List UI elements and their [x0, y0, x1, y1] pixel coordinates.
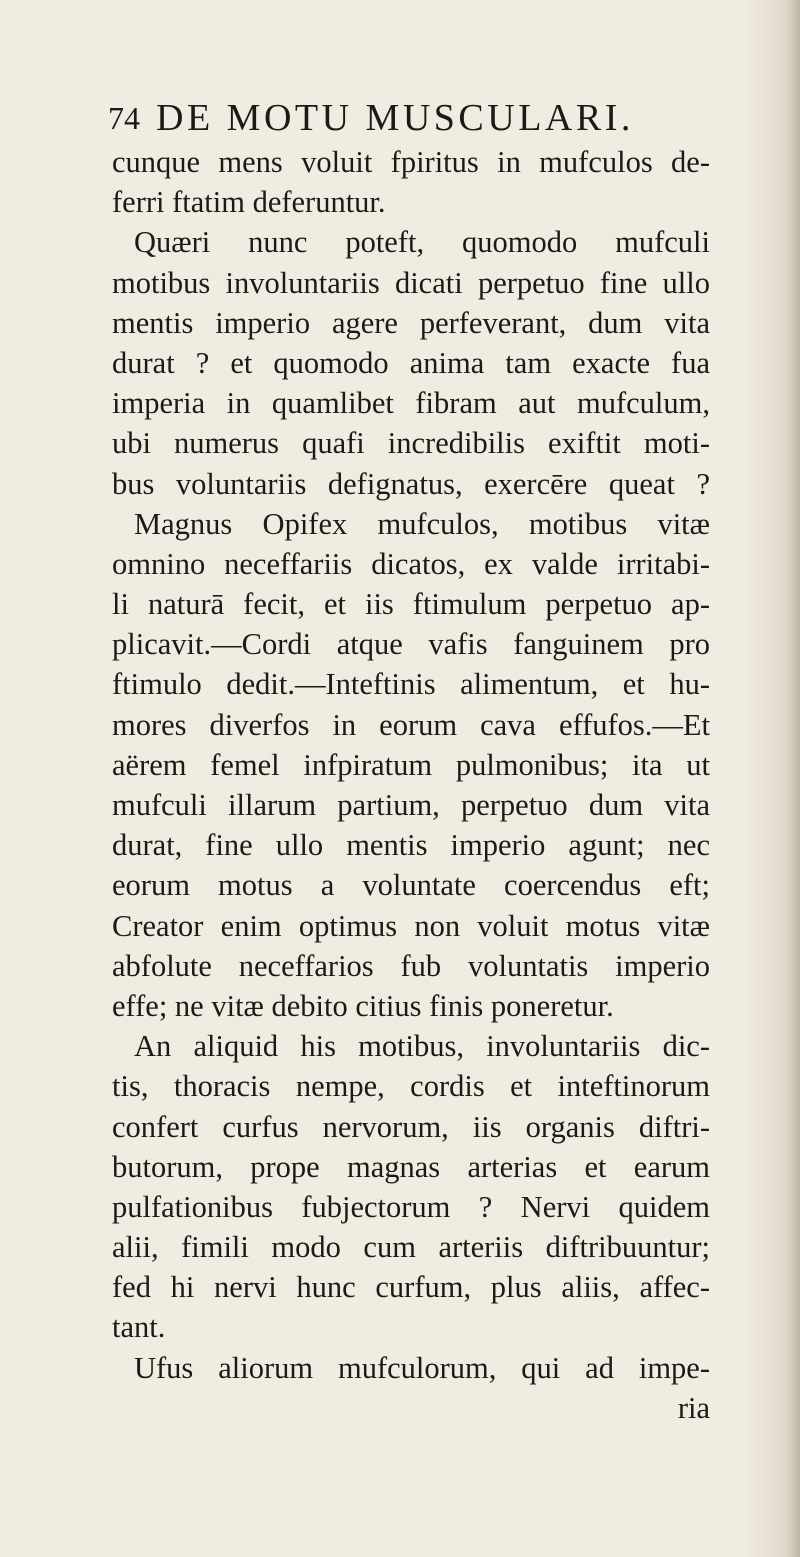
text-line: effe; ne vitæ debito citius finis poneretur. [112, 988, 614, 1023]
text-line: mentis imperio agere perfeverant, dum vita [112, 305, 710, 340]
text-line: ferri ftatim deferuntur. [112, 185, 386, 220]
text-line: durat ? et quomodo anima tam exacte fua [112, 345, 710, 380]
text-line: ftimulo dedit.—Inteftinis alimentum, et hu- [112, 667, 710, 702]
text-line: cunque mens voluit fpiritus in mufculos de- [112, 145, 710, 179]
text-line: tis, thoracis nempe, cordis et inteftinorum [112, 1069, 710, 1104]
text-line: motibus involuntariis dicati perpetuo fine ullo [112, 265, 710, 300]
text-line: butorum, prope magnas arterias et earum [112, 1149, 710, 1184]
text-line: Creator enim optimus non voluit motus vitæ [112, 908, 710, 943]
text-line: mufculi illarum partium, perpetuo dum vita [112, 788, 710, 822]
text-line: Quæri nunc poteft, quomodo mufculi [134, 225, 710, 260]
page-edge-shadow [786, 0, 800, 1557]
text-line: confert curfus nervorum, iis organis diftri- [112, 1109, 710, 1144]
page-header [108, 96, 708, 142]
text-line: alii, fimili modo cum arteriis diftribuuntur; [112, 1230, 710, 1265]
text-line: pulfationibus fubjectorum ? Nervi quidem [112, 1189, 710, 1224]
text-line: bus voluntariis defignatus, exercēre queat ? [112, 466, 710, 501]
body-text [112, 142, 710, 1428]
text-line: An aliquid his motibus, involuntariis dic- [134, 1029, 710, 1064]
running-head: DE MOTU MUSCULARI. [156, 97, 634, 139]
text-line: tant. [112, 1310, 166, 1345]
text-line: aërem femel infpiratum pulmonibus; ita ut [112, 747, 710, 782]
text-line: imperia in quamlibet fibram aut mufculum, [112, 386, 710, 421]
text-line: Magnus Opifex mufculos, motibus vitæ [134, 506, 710, 541]
text-line: fed hi nervi hunc curfum, plus aliis, affec- [112, 1270, 710, 1305]
text-line: durat, fine ullo mentis imperio agunt; nec [112, 828, 710, 863]
text-line: plicavit.—Cordi atque vafis fanguinem pro [112, 627, 710, 662]
catchword: ria [677, 1390, 710, 1425]
text-line: omnino neceffariis dicatos, ex valde irritabi- [112, 546, 710, 581]
text-line: Ufus aliorum mufculorum, qui ad impe- [134, 1350, 710, 1385]
page-number: 74 [108, 100, 140, 136]
text-line: abfolute neceffarios fub voluntatis imperio [112, 948, 710, 983]
text-line: ubi numerus quafi incredibilis exiftit moti- [112, 426, 710, 461]
text-line: mores diverfos in eorum cava effufos.—Et [112, 707, 710, 742]
text-line: eorum motus a voluntate coercendus eft; [112, 868, 710, 903]
text-line: li naturā fecit, et iis ftimulum perpetuo ap- [112, 587, 710, 622]
